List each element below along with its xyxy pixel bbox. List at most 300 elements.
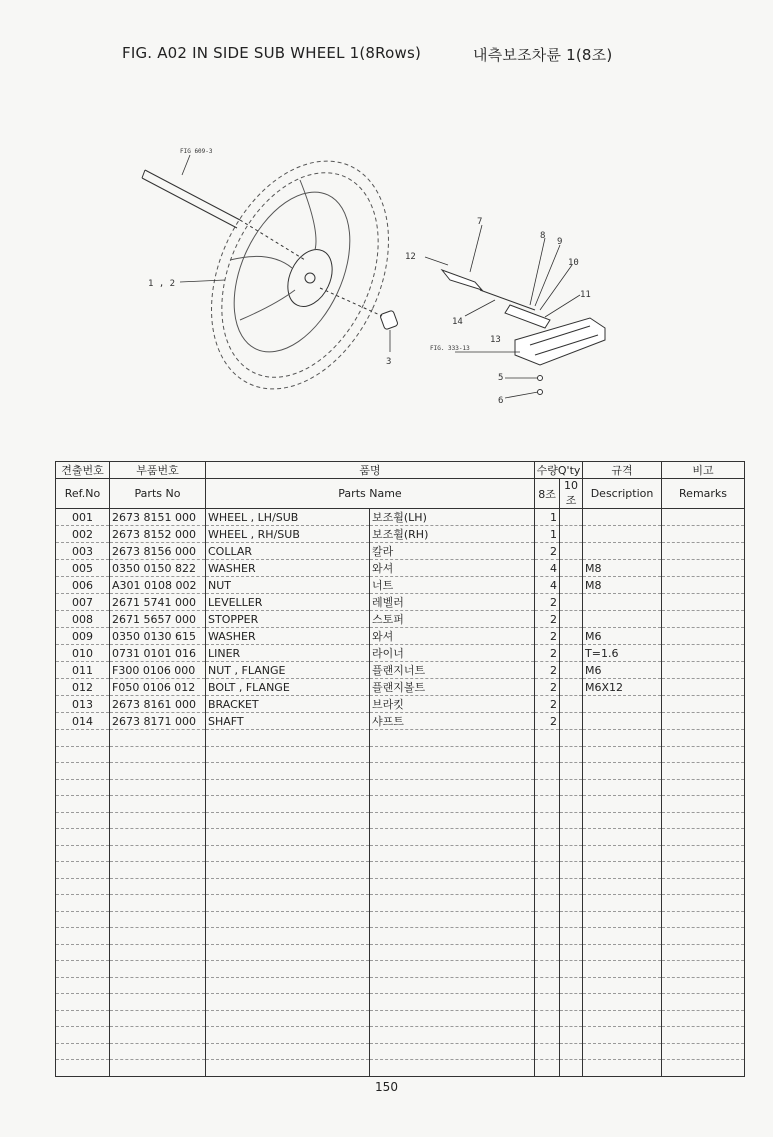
cell-ref xyxy=(56,994,110,1011)
cell-parts-no xyxy=(110,779,206,796)
cell-ref: 006 xyxy=(56,577,110,594)
cell-desc xyxy=(583,730,662,747)
cell-qty10 xyxy=(560,509,583,526)
cell-name-en xyxy=(206,845,370,862)
cell-qty8: 4 xyxy=(535,577,560,594)
cell-remarks xyxy=(662,594,745,611)
table-row xyxy=(56,779,745,796)
cell-name-en xyxy=(206,779,370,796)
cell-remarks xyxy=(662,509,745,526)
header-remarks-ko: 비고 xyxy=(662,462,745,479)
cell-qty8 xyxy=(535,746,560,763)
callout-7: 7 xyxy=(477,217,483,227)
table-row xyxy=(56,845,745,862)
table-row xyxy=(56,812,745,829)
cell-desc: M8 xyxy=(583,577,662,594)
cell-name-ko xyxy=(370,895,535,912)
cell-name-ko xyxy=(370,944,535,961)
cell-qty10 xyxy=(560,779,583,796)
cell-name-ko xyxy=(370,961,535,978)
cell-ref xyxy=(56,1043,110,1060)
header-desc-en: Description xyxy=(583,479,662,509)
callout-14: 14 xyxy=(452,317,463,327)
table-row xyxy=(56,944,745,961)
table-row xyxy=(56,1027,745,1044)
callout-lines xyxy=(180,155,580,398)
cell-qty8: 1 xyxy=(535,509,560,526)
cell-name-en xyxy=(206,977,370,994)
header-name-en: Parts Name xyxy=(206,479,535,509)
header-qty8: 8조 xyxy=(535,479,560,509)
table-row xyxy=(56,977,745,994)
cell-desc xyxy=(583,696,662,713)
cell-name-en: WASHER xyxy=(206,628,370,645)
cell-name-en: LEVELLER xyxy=(206,594,370,611)
cell-ref xyxy=(56,977,110,994)
cell-name-en: STOPPER xyxy=(206,611,370,628)
cell-name-en xyxy=(206,1043,370,1060)
cell-desc xyxy=(583,594,662,611)
cell-qty10 xyxy=(560,994,583,1011)
cell-qty10 xyxy=(560,862,583,879)
callout-5: 5 xyxy=(498,373,504,383)
table-row xyxy=(56,645,745,662)
table-row xyxy=(56,662,745,679)
header-desc-ko: 규격 xyxy=(583,462,662,479)
cell-qty10 xyxy=(560,746,583,763)
callout-1-2: 1 , 2 xyxy=(148,279,176,289)
cell-parts-no xyxy=(110,994,206,1011)
table-row xyxy=(56,928,745,945)
cell-remarks xyxy=(662,796,745,813)
cell-parts-no xyxy=(110,961,206,978)
cell-name-ko: 샤프트 xyxy=(370,713,535,730)
cell-name-ko: 브라킷 xyxy=(370,696,535,713)
header-parts-en: Parts No xyxy=(110,479,206,509)
cell-name-ko: 라이너 xyxy=(370,645,535,662)
callout-12: 12 xyxy=(405,252,416,262)
cell-name-en xyxy=(206,730,370,747)
cell-name-ko xyxy=(370,878,535,895)
cell-qty10 xyxy=(560,696,583,713)
cell-parts-no: 0731 0101 016 xyxy=(110,645,206,662)
cell-qty8 xyxy=(535,1010,560,1027)
cell-qty8: 2 xyxy=(535,594,560,611)
cell-remarks xyxy=(662,577,745,594)
cell-ref xyxy=(56,1060,110,1077)
table-row xyxy=(56,679,745,696)
table-row xyxy=(56,560,745,577)
table-row xyxy=(56,628,745,645)
table-row xyxy=(56,1010,745,1027)
cell-qty10 xyxy=(560,594,583,611)
table-row xyxy=(56,611,745,628)
cell-parts-no xyxy=(110,878,206,895)
cell-qty8: 2 xyxy=(535,628,560,645)
cell-qty8: 4 xyxy=(535,560,560,577)
cell-name-ko: 보조휠(LH) xyxy=(370,509,535,526)
cell-remarks xyxy=(662,1010,745,1027)
cell-qty8: 2 xyxy=(535,713,560,730)
cell-name-en xyxy=(206,1010,370,1027)
cell-remarks xyxy=(662,696,745,713)
cell-name-ko xyxy=(370,994,535,1011)
cell-ref: 003 xyxy=(56,543,110,560)
table-row xyxy=(56,763,745,780)
table-row xyxy=(56,746,745,763)
cell-qty8 xyxy=(535,977,560,994)
cell-parts-no xyxy=(110,1043,206,1060)
cell-parts-no xyxy=(110,1010,206,1027)
cell-desc xyxy=(583,543,662,560)
cell-qty8 xyxy=(535,1027,560,1044)
cell-parts-no: 0350 0130 615 xyxy=(110,628,206,645)
exploded-parts-diagram xyxy=(120,140,620,420)
cell-qty8: 2 xyxy=(535,679,560,696)
callout-3: 3 xyxy=(386,357,392,367)
cell-qty8 xyxy=(535,911,560,928)
cell-remarks xyxy=(662,812,745,829)
cell-name-en xyxy=(206,944,370,961)
cell-name-ko: 플랜지너트 xyxy=(370,662,535,679)
cell-ref: 012 xyxy=(56,679,110,696)
cell-desc xyxy=(583,911,662,928)
cell-qty10 xyxy=(560,543,583,560)
table-row xyxy=(56,829,745,846)
cell-remarks xyxy=(662,713,745,730)
header-remarks-en: Remarks xyxy=(662,479,745,509)
cell-qty10 xyxy=(560,928,583,945)
cell-parts-no: 2673 8161 000 xyxy=(110,696,206,713)
fig-ref-bottom: FIG. 333-13 xyxy=(430,345,470,352)
cell-desc xyxy=(583,779,662,796)
cell-name-en xyxy=(206,796,370,813)
cell-remarks xyxy=(662,679,745,696)
cell-desc: M6X12 xyxy=(583,679,662,696)
cell-qty10 xyxy=(560,628,583,645)
cell-name-ko: 레벨러 xyxy=(370,594,535,611)
cell-qty8 xyxy=(535,994,560,1011)
cell-name-ko xyxy=(370,977,535,994)
cell-qty10 xyxy=(560,679,583,696)
cell-remarks xyxy=(662,526,745,543)
cell-desc xyxy=(583,526,662,543)
cell-desc: M6 xyxy=(583,628,662,645)
cell-remarks xyxy=(662,662,745,679)
cell-desc xyxy=(583,713,662,730)
cell-name-ko xyxy=(370,911,535,928)
cell-qty10 xyxy=(560,1010,583,1027)
cell-desc xyxy=(583,961,662,978)
cell-ref xyxy=(56,961,110,978)
cell-name-ko xyxy=(370,928,535,945)
cell-desc: M6 xyxy=(583,662,662,679)
cell-remarks xyxy=(662,911,745,928)
cell-ref: 007 xyxy=(56,594,110,611)
cell-ref: 013 xyxy=(56,696,110,713)
cell-qty10 xyxy=(560,845,583,862)
cell-qty10 xyxy=(560,763,583,780)
cell-name-en: NUT , FLANGE xyxy=(206,662,370,679)
cell-name-ko: 스토퍼 xyxy=(370,611,535,628)
cell-ref: 001 xyxy=(56,509,110,526)
cell-parts-no xyxy=(110,895,206,912)
cell-desc: M8 xyxy=(583,560,662,577)
cell-name-ko xyxy=(370,812,535,829)
cell-name-ko xyxy=(370,1043,535,1060)
cell-remarks xyxy=(662,730,745,747)
header-qty10: 10조 xyxy=(560,479,583,509)
page-number: 150 xyxy=(375,1080,398,1094)
cell-qty8 xyxy=(535,829,560,846)
table-row xyxy=(56,862,745,879)
cell-name-ko xyxy=(370,779,535,796)
cell-remarks xyxy=(662,862,745,879)
cell-qty10 xyxy=(560,944,583,961)
cell-remarks xyxy=(662,763,745,780)
cell-qty10 xyxy=(560,662,583,679)
cell-desc xyxy=(583,746,662,763)
cell-desc xyxy=(583,611,662,628)
cell-qty8 xyxy=(535,878,560,895)
axle-shaft-drawing xyxy=(142,170,305,260)
cell-name-en xyxy=(206,829,370,846)
cell-name-en xyxy=(206,878,370,895)
cell-qty8 xyxy=(535,1043,560,1060)
cell-desc xyxy=(583,829,662,846)
table-row xyxy=(56,526,745,543)
callout-10: 10 xyxy=(568,258,579,268)
cell-parts-no xyxy=(110,763,206,780)
cell-qty8 xyxy=(535,730,560,747)
cell-parts-no: 2671 5657 000 xyxy=(110,611,206,628)
cell-name-ko: 칼라 xyxy=(370,543,535,560)
cell-remarks xyxy=(662,611,745,628)
cell-remarks xyxy=(662,944,745,961)
table-row xyxy=(56,696,745,713)
cell-qty8 xyxy=(535,862,560,879)
cell-name-en xyxy=(206,911,370,928)
cell-parts-no xyxy=(110,1060,206,1077)
cell-qty8: 2 xyxy=(535,645,560,662)
table-header-english xyxy=(56,479,745,509)
callout-9: 9 xyxy=(557,237,563,247)
table-row xyxy=(56,796,745,813)
cell-qty8 xyxy=(535,845,560,862)
cell-desc xyxy=(583,1043,662,1060)
cell-name-en: NUT xyxy=(206,577,370,594)
cell-desc: T=1.6 xyxy=(583,645,662,662)
cell-ref xyxy=(56,878,110,895)
cell-ref xyxy=(56,812,110,829)
cell-name-en xyxy=(206,862,370,879)
cell-qty10 xyxy=(560,713,583,730)
cell-ref xyxy=(56,1027,110,1044)
cell-desc xyxy=(583,1010,662,1027)
table-row xyxy=(56,509,745,526)
table-row xyxy=(56,730,745,747)
cell-name-ko xyxy=(370,1010,535,1027)
callout-11: 11 xyxy=(580,290,591,300)
cell-parts-no xyxy=(110,862,206,879)
cell-qty10 xyxy=(560,961,583,978)
table-row xyxy=(56,1043,745,1060)
cell-desc xyxy=(583,928,662,945)
cell-desc xyxy=(583,977,662,994)
cell-parts-no: 2673 8152 000 xyxy=(110,526,206,543)
cell-desc xyxy=(583,509,662,526)
cell-parts-no: 0350 0150 822 xyxy=(110,560,206,577)
cell-qty10 xyxy=(560,796,583,813)
cell-ref: 008 xyxy=(56,611,110,628)
cell-qty8: 1 xyxy=(535,526,560,543)
table-row xyxy=(56,895,745,912)
cell-ref xyxy=(56,911,110,928)
cell-name-ko xyxy=(370,829,535,846)
cell-parts-no xyxy=(110,1027,206,1044)
cell-qty8: 2 xyxy=(535,662,560,679)
cell-ref xyxy=(56,730,110,747)
cell-name-en xyxy=(206,746,370,763)
cell-qty10 xyxy=(560,878,583,895)
table-row xyxy=(56,594,745,611)
cell-qty8: 2 xyxy=(535,696,560,713)
cell-name-en: WHEEL , RH/SUB xyxy=(206,526,370,543)
cell-name-en xyxy=(206,812,370,829)
cell-ref: 002 xyxy=(56,526,110,543)
cell-remarks xyxy=(662,779,745,796)
cell-parts-no xyxy=(110,845,206,862)
cell-name-en xyxy=(206,895,370,912)
cell-qty8 xyxy=(535,1060,560,1077)
cell-qty10 xyxy=(560,730,583,747)
cell-remarks xyxy=(662,1043,745,1060)
cell-qty8 xyxy=(535,796,560,813)
cell-ref: 014 xyxy=(56,713,110,730)
cell-name-ko: 보조휠(RH) xyxy=(370,526,535,543)
cell-parts-no xyxy=(110,944,206,961)
cell-ref xyxy=(56,746,110,763)
cell-desc xyxy=(583,1027,662,1044)
cell-desc xyxy=(583,1060,662,1077)
cell-remarks xyxy=(662,746,745,763)
cell-desc xyxy=(583,763,662,780)
title-english: FIG. A02 IN SIDE SUB WHEEL 1(8Rows) xyxy=(122,44,422,62)
cell-parts-no xyxy=(110,977,206,994)
cell-name-ko xyxy=(370,862,535,879)
cell-qty10 xyxy=(560,911,583,928)
cell-qty10 xyxy=(560,1027,583,1044)
cell-name-ko xyxy=(370,796,535,813)
parts-table xyxy=(55,461,745,1077)
cell-remarks xyxy=(662,845,745,862)
cell-parts-no: 2673 8151 000 xyxy=(110,509,206,526)
cell-name-en: WASHER xyxy=(206,560,370,577)
cell-remarks xyxy=(662,961,745,978)
cell-desc xyxy=(583,878,662,895)
cell-desc xyxy=(583,796,662,813)
cell-remarks xyxy=(662,560,745,577)
cell-remarks xyxy=(662,878,745,895)
cell-ref xyxy=(56,895,110,912)
cell-remarks xyxy=(662,895,745,912)
fig-ref-top: FIG 609-3 xyxy=(180,148,213,155)
cell-qty10 xyxy=(560,829,583,846)
cell-qty10 xyxy=(560,895,583,912)
table-row xyxy=(56,543,745,560)
cell-ref xyxy=(56,845,110,862)
cell-name-ko: 너트 xyxy=(370,577,535,594)
cell-parts-no: F050 0106 012 xyxy=(110,679,206,696)
cell-name-ko xyxy=(370,746,535,763)
cell-qty10 xyxy=(560,577,583,594)
table-row xyxy=(56,713,745,730)
cell-ref: 005 xyxy=(56,560,110,577)
cell-ref xyxy=(56,829,110,846)
cell-qty10 xyxy=(560,611,583,628)
cell-name-en xyxy=(206,961,370,978)
cell-name-en: WHEEL , LH/SUB xyxy=(206,509,370,526)
cell-remarks xyxy=(662,928,745,945)
cell-remarks xyxy=(662,1060,745,1077)
cell-name-ko xyxy=(370,763,535,780)
cell-ref xyxy=(56,928,110,945)
cell-name-ko: 와셔 xyxy=(370,560,535,577)
callout-13: 13 xyxy=(490,335,501,345)
cell-ref xyxy=(56,1010,110,1027)
parts-table-body xyxy=(56,509,745,1077)
cell-qty8 xyxy=(535,944,560,961)
cell-ref xyxy=(56,763,110,780)
cell-parts-no: 2673 8171 000 xyxy=(110,713,206,730)
header-ref-ko: 견출번호 xyxy=(56,462,110,479)
cell-name-ko: 와셔 xyxy=(370,628,535,645)
cell-qty10 xyxy=(560,812,583,829)
cell-parts-no xyxy=(110,812,206,829)
cell-ref xyxy=(56,779,110,796)
collar-drawing xyxy=(320,288,398,330)
table-row xyxy=(56,577,745,594)
cell-remarks xyxy=(662,628,745,645)
cell-qty8: 2 xyxy=(535,611,560,628)
cell-name-ko xyxy=(370,1060,535,1077)
callout-6: 6 xyxy=(498,396,504,406)
cell-remarks xyxy=(662,543,745,560)
cell-qty8 xyxy=(535,779,560,796)
cell-parts-no: F300 0106 000 xyxy=(110,662,206,679)
cell-name-en xyxy=(206,763,370,780)
cell-name-en xyxy=(206,1060,370,1077)
cell-desc xyxy=(583,895,662,912)
cell-name-en: COLLAR xyxy=(206,543,370,560)
cell-parts-no: 2671 5741 000 xyxy=(110,594,206,611)
cell-remarks xyxy=(662,829,745,846)
cell-qty10 xyxy=(560,645,583,662)
table-row xyxy=(56,961,745,978)
cell-qty10 xyxy=(560,1043,583,1060)
cell-name-en: BRACKET xyxy=(206,696,370,713)
header-parts-ko: 부품번호 xyxy=(110,462,206,479)
cell-qty10 xyxy=(560,1060,583,1077)
cell-ref xyxy=(56,796,110,813)
header-qty-ko: 수량Q'ty xyxy=(535,462,583,479)
cell-parts-no xyxy=(110,796,206,813)
cell-qty10 xyxy=(560,560,583,577)
cell-qty8 xyxy=(535,895,560,912)
cell-qty8 xyxy=(535,928,560,945)
cell-name-en xyxy=(206,928,370,945)
cell-remarks xyxy=(662,1027,745,1044)
